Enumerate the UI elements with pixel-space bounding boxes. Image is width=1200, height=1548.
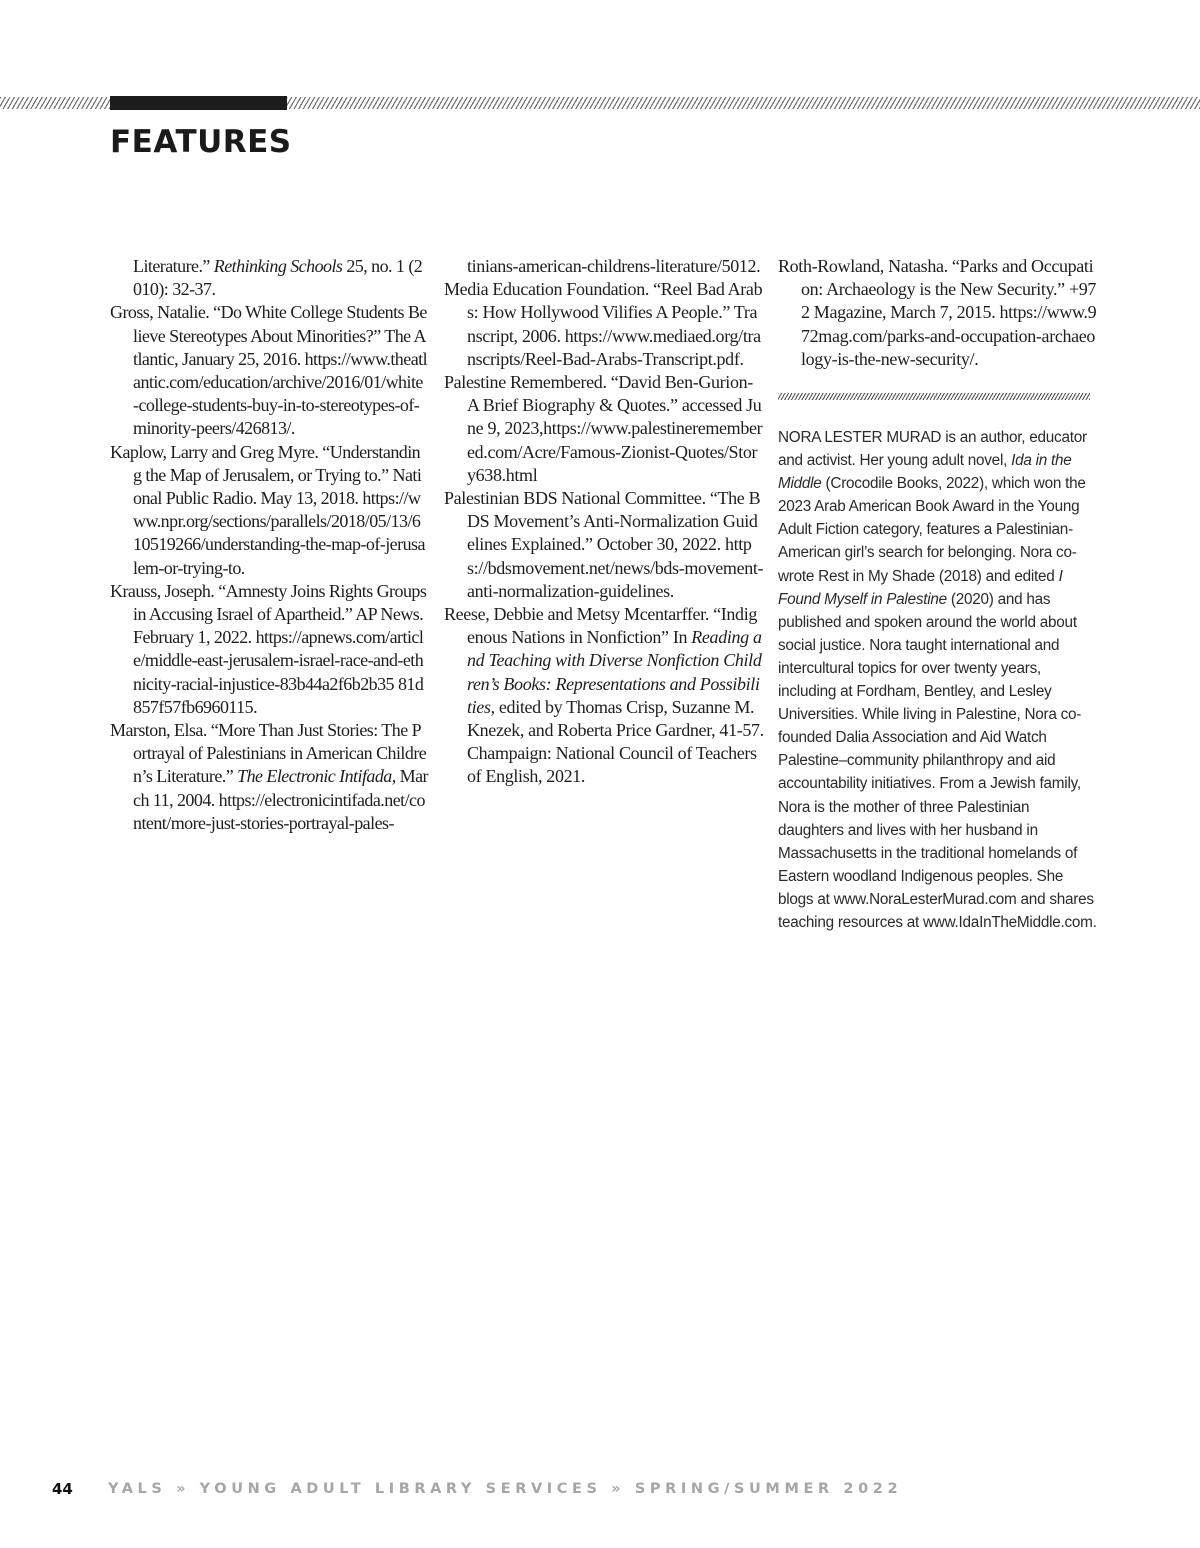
text-run: (2020) and has published and spoken around the world about social justice. Nora taught international and intercultural topics for over twenty years, including at Fordham, Bentley, and Lesley Universities. While living in Palestine, Nora co-founded Dalia Association and Aid Watch Palestine–community philanthropy and aid accountability initiatives. From a Jewish family, Nora is the mother of three Palestinian daughters and lives with her husband in Massachusetts in the traditional homelands of Eastern woodland Indigenous peoples. She blogs at www.NoraLesterMurad.com and shares teaching resources at www.IdaInTheMiddle.com. — [778, 590, 1097, 931]
author-bio — [778, 426, 1098, 934]
text-run: Marston, Elsa. “More Than Just Stories: The Portrayal of Palestinians in American Children’s Literature.” — [110, 720, 427, 787]
reference-entry — [110, 441, 428, 580]
reference-entry — [444, 255, 764, 278]
page-footer — [0, 1480, 1200, 1504]
italic-title: The Electronic Intifada — [237, 766, 392, 787]
text-run: Krauss, Joseph. “Amnesty Joins Rights Groups in Accusing Israel of Apartheid.” AP News. February 1, 2022. https://apnews.com/article/middle-east-jerusalem-israel-race-and-ethnicity-racial-injustice-83b44a2f6b2b35 81d857f57fb6960115. — [110, 580, 427, 717]
text-run: Reese, Debbie and Metsy Mcentarffer. “Indigenous Nations in Nonfiction” In — [444, 604, 758, 648]
reference-entry — [444, 487, 764, 603]
italic-title: Ida in the Middle — [778, 452, 1072, 493]
reference-entry — [444, 278, 764, 371]
text-run: Palestine Remembered. “David Ben-Gurion-A Brief Biography & Quotes.” accessed June 9, 2023,https://www.palestineremembered.com/Acre/Famous-Zionist-Quotes/Story638.html — [444, 372, 763, 485]
italic-title: Reading and Teaching with Diverse Nonfiction Children’s Books: Representations and Possibilities — [467, 627, 762, 717]
text-run: (Crocodile Books, 2022), which won the 2023 Arab American Book Award in the Young Adult Fiction category, features a Palestinian-American girl’s search for belonging. Nora co-wrote Rest in My Shade (2018) and edited — [778, 475, 1086, 585]
header-accent-bar — [110, 96, 287, 110]
italic-title: Rethinking Schools — [213, 256, 343, 276]
text-run: Kaplow, Larry and Greg Myre. “Understanding the Map of Jerusalem, or Trying to.” National Public Radio. May 13, 2018. https://www.npr.org/sections/parallels/2018/05/13/610519266/understanding-the-map-of-jerusalem-or-trying-to. — [110, 441, 425, 578]
page-number: 44 — [52, 1480, 73, 1498]
text-run: , March 11, 2004. https://electronicintifada.net/content/more-just-stories-portrayal-pales- — [133, 766, 429, 833]
references-list — [778, 255, 1098, 371]
reference-entry — [110, 255, 428, 301]
text-run: NORA LESTER MURAD is an author, educator and activist. Her young adult novel, — [778, 429, 1087, 470]
text-run: tinians-american-childrens-literature/5012. — [467, 256, 761, 276]
section-title: FEATURES — [110, 124, 292, 160]
references-column-2 — [444, 255, 764, 789]
bio-divider — [778, 393, 1090, 400]
text-run: Gross, Natalie. “Do White College Students Believe Stereotypes About Minorities?” The Atlantic, January 25, 2016. https://www.theatlantic.com/education/archive/2016/01/white-college-students-buy-in-to-stereotypes-of-minority-peers/426813/. — [110, 302, 428, 439]
italic-title: I Found Myself in Palestine — [778, 567, 1063, 608]
reference-entry — [444, 371, 764, 487]
running-head: YALS » YOUNG ADULT LIBRARY SERVICES » SPRING/SUMMER 2022 — [108, 1481, 903, 1497]
text-run: Roth-Rowland, Natasha. “Parks and Occupation: Archaeology is the New Security.” +972 Magazine, March 7, 2015. https://www.972mag.com/parks-and-occupation-archaeology-is-the-new-security/. — [778, 256, 1097, 369]
reference-entry — [444, 603, 764, 789]
text-run: Literature.” — [133, 256, 214, 276]
reference-entry — [110, 580, 428, 719]
text-run: , edited by Thomas Crisp, Suzanne M. Knezek, and Roberta Price Gardner, 41-57. Champaign: National Council of Teachers of English, 2021. — [467, 696, 764, 787]
references-column-3 — [778, 255, 1098, 934]
references-column-1 — [110, 255, 428, 835]
text-run: Palestinian BDS National Committee. “The BDS Movement’s Anti-Normalization Guidelines Explained.” October 30, 2022. https://bdsmovement.net/news/bds-movement-anti-normalization-guidelines. — [444, 488, 764, 601]
text-run: 25, no. 1 (2010): 32-37. — [133, 256, 423, 300]
reference-entry — [778, 255, 1098, 371]
reference-entry — [110, 301, 428, 440]
text-run: Media Education Foundation. “Reel Bad Arabs: How Hollywood Vilifies A People.” Transcript, 2006. https://www.mediaed.org/transcripts/Reel-Bad-Arabs-Transcript.pdf. — [444, 279, 763, 369]
reference-entry — [110, 719, 428, 835]
